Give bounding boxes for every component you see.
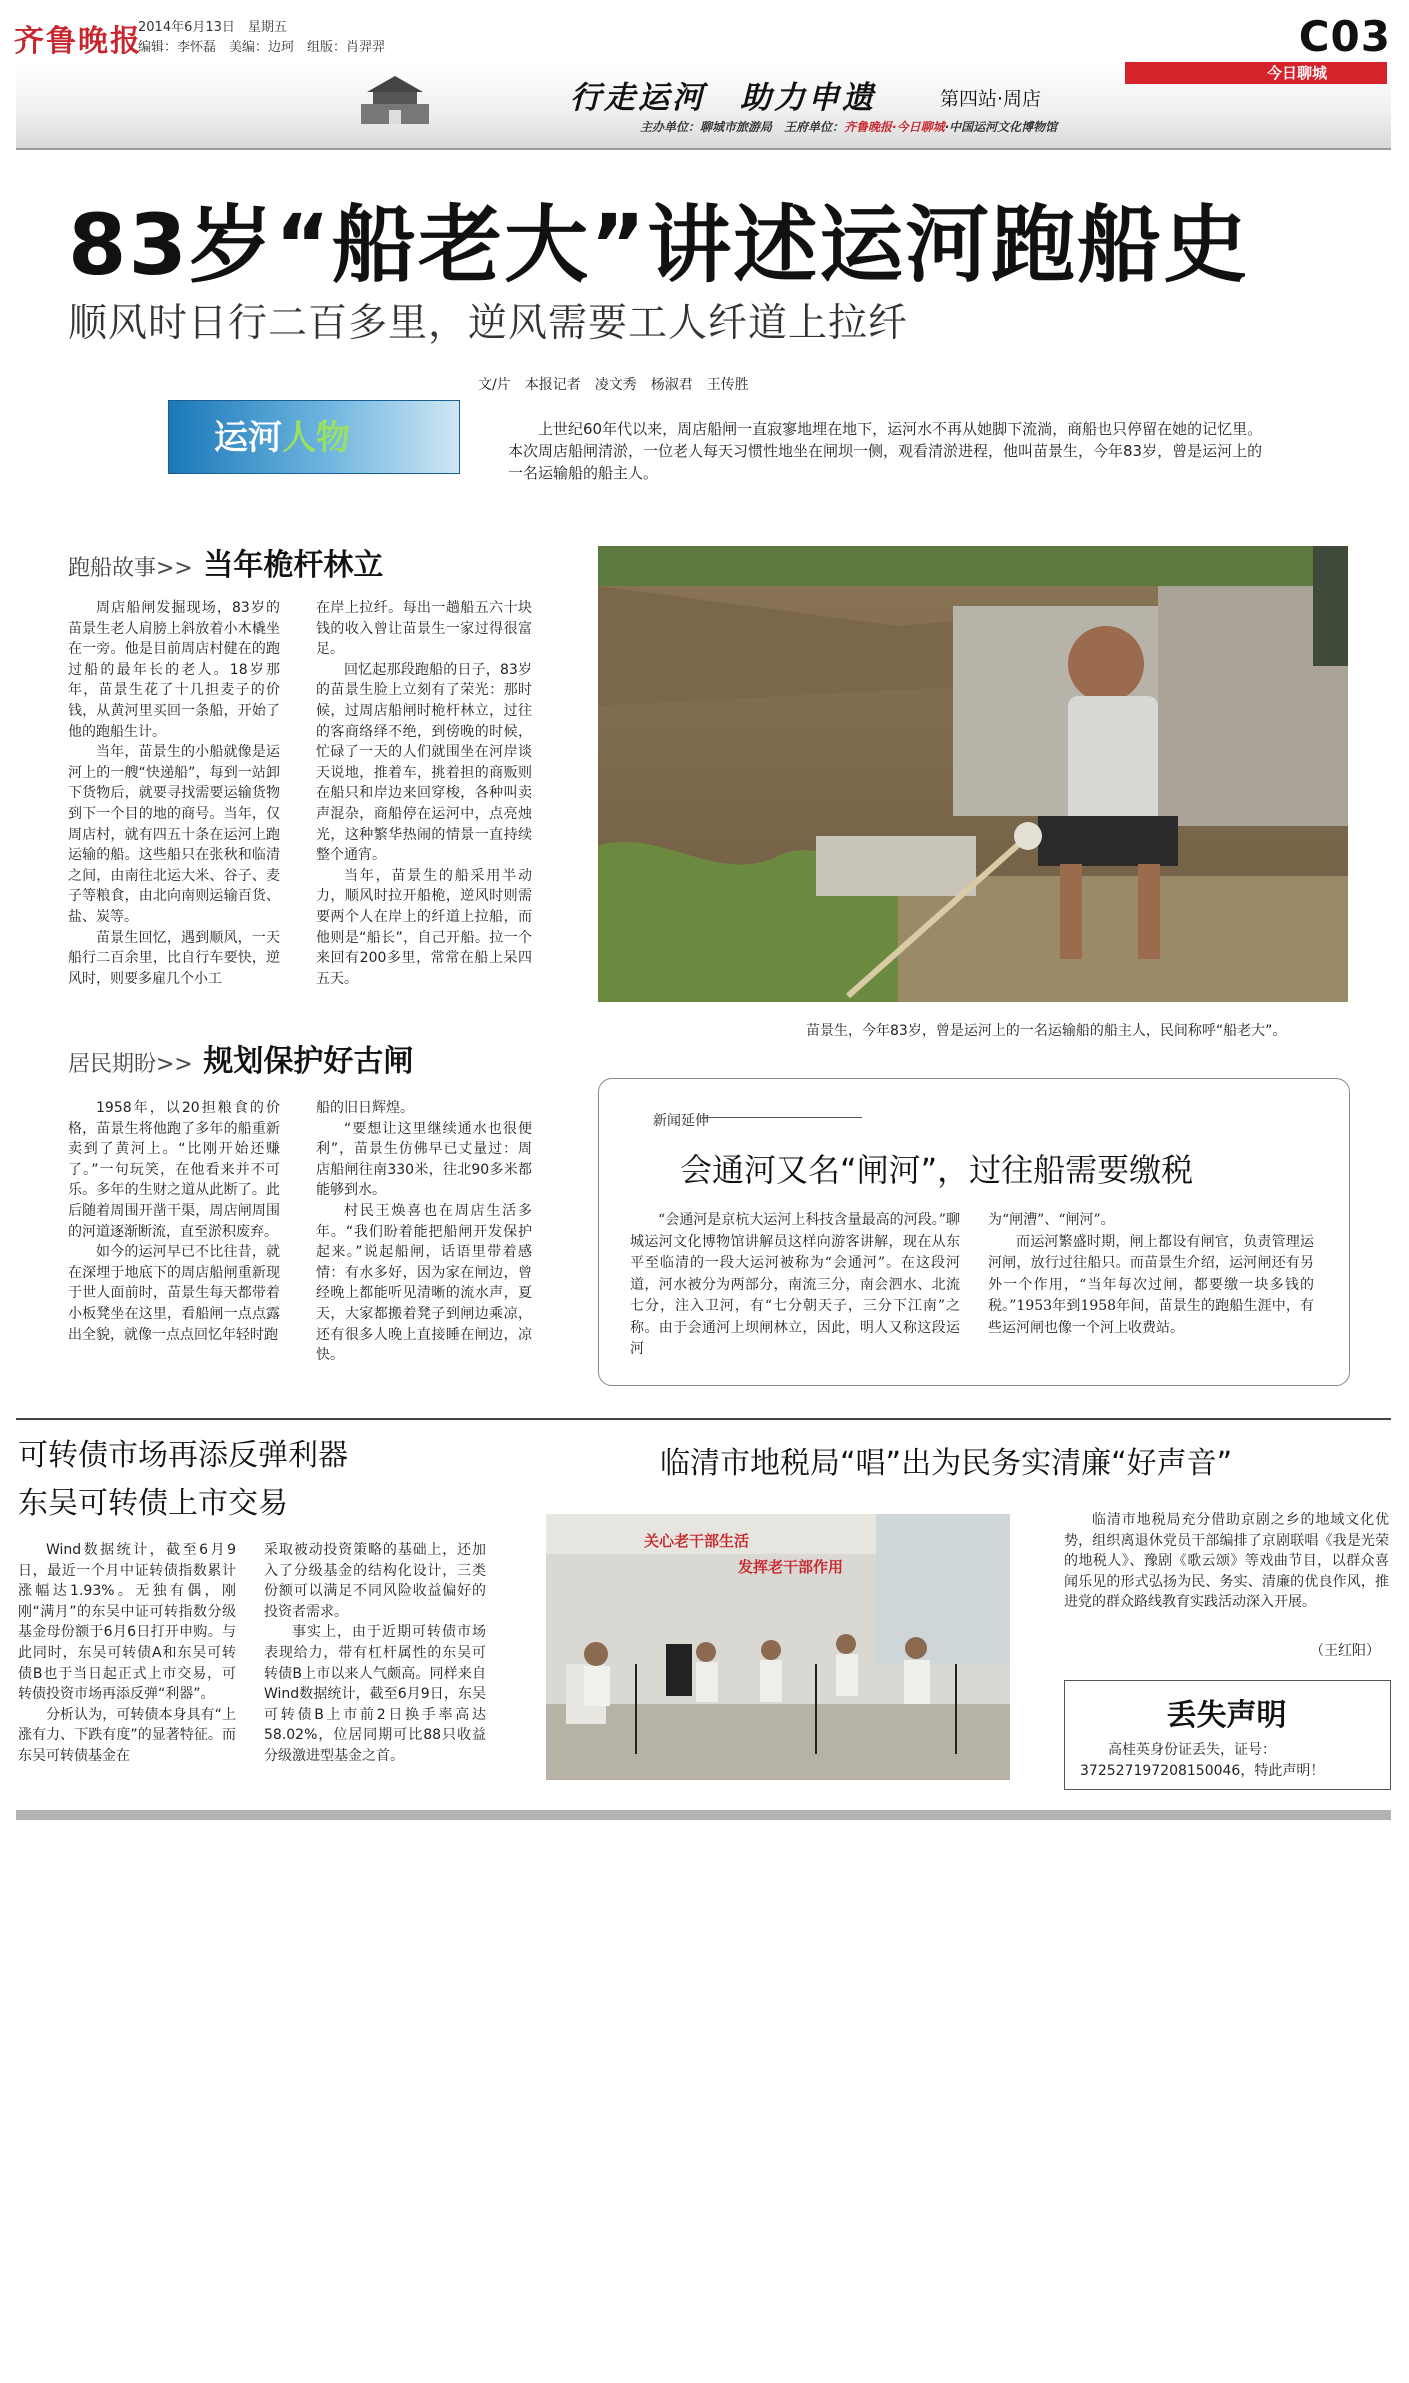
finance-column-2 [264,1540,486,1767]
paragraph: “要想让这里继续通水也很便利”，苗景生仿佛早已丈量过：周店船闸往南330米，往北90多米都能够到水。 [316,1120,532,1199]
paragraph: 分析认为，可转债本身具有“上涨有力、下跌有度”的显著特征。而东吴可转债基金在 [18,1706,236,1764]
section2-heading [68,1036,413,1080]
paragraph: 如今的运河早已不比往昔，就在深埋于地底下的周店船闸重新现于世人面前时，苗景生每天都带着小板凳坐在这里，看船闸一点点露出全貌，就像一点点回忆年轻时跑 [68,1244,280,1343]
column-logo-a: 运河 [214,418,282,458]
paragraph: 而运河繁盛时期，闸上都设有闸官，负责管理运河闸，放行过往船只。而苗景生介绍，运河闸还有另外一个作用，“当年每次过闸，都要缴一块多钱的税。”1953年到1958年间，苗景生的跑船生涯中，有些运河闸也像一个河上收费站。 [988,1233,1314,1336]
section-divider [16,1418,1391,1420]
paragraph: Wind数据统计，截至6月9日，最近一个月中证转债指数累计涨幅达1.93%。无独有偶，刚刚“满月”的东吴中证可转指数分级基金母份额于6月6日打开申购。与此同时，东吴可转债A和东吴可转债B也于当日起正式上市交易，可转债投资市场再添反弹“利器”。 [18,1542,236,1703]
paragraph: 船的旧日辉煌。 [316,1100,414,1116]
photo-banner-line-1: 关心老干部生活 [644,1532,750,1550]
series-station: 第四站·周店 [940,88,1042,110]
news-extension-tag: 新闻延伸 [653,1113,709,1129]
article-lead: 上世纪60年代以来，周店船闸一直寂寥地埋在地下，运河水不再从她脚下流淌，商船也只停留在她的记忆里。本次周店船闸清淤，一位老人每天习惯性地坐在闸坝一侧，观看清淤进程，他叫苗景生，今年83岁，曾是运河上的一名运输船的船主人。 [508,420,1263,482]
series-title: 行走运河 助力申遗 [570,80,876,116]
sponsor-paper: 齐鲁晚报·今日聊城 [844,120,945,134]
paragraph: 当年，苗景生的小船就像是运河上的一艘“快递船”，每到一站卸下货物后，就要寻找需要运输货物到下一个目的地的商号。当年，仅周店村，就有四五十条在运河上跑运输的船。这些船只在张秋和临清之间，由南往北运大米、谷子、麦子等粮食，由北向南则运输百货、盐、炭等。 [68,744,280,925]
divider [702,1117,862,1118]
section-tag: 今日聊城 [1125,62,1387,84]
paragraph: 村民王焕喜也在周店生活多年。“我们盼着能把船闸开发保护起来。”说起船闸，话语里带着感情：有水多好，因为家在闸边，曾经晚上都能听见清晰的流水声，夏天，大家都搬着凳子到闸边乘凉，还有很多人晚上直接睡在闸边，凉快。 [316,1202,532,1364]
boatman-photo [598,546,1348,1002]
paragraph: 当年，苗景生的船采用半动力，顺风时拉开船桅，逆风时则需要两个人在岸上的纤道上拉船，而他则是“船长”，自己开船。拉一个来回有200多里，常常在船上呆四五天。 [316,867,532,987]
footer-rule [16,1810,1391,1820]
paragraph: 采取被动投资策略的基础上，还加入了分级基金的结构化设计，三类份额可以满足不同风险收益偏好的投资者需求。 [264,1542,486,1620]
finance-title-1: 可转债市场再添反弹利器 [18,1438,348,1473]
photo-caption: 苗景生，今年83岁，曾是运河上的一名运输船的船主人，民间称呼“船老大”。 [806,1023,1287,1039]
paragraph: 周店船闸发掘现场，83岁的苗景生老人肩膀上斜放着小木橇坐在一旁。他是目前周店村健在的跑过船的最年长的老人。18岁那年，苗景生花了十几担麦子的价钱，从黄河里买回一条船，开始了他的跑船生计。 [68,600,280,740]
section2-kicker: 居民期盼>> [68,1052,193,1077]
finance-title-2: 东吴可转债上市交易 [18,1486,288,1521]
sponsor-text: 主办单位：聊城市旅游局 王府单位： [640,120,845,134]
section1-heading [68,540,383,584]
page-code: C03 [1298,12,1391,61]
section1-title: 当年桅杆林立 [203,548,384,583]
column-logo-text [214,410,350,459]
tax-body [1064,1510,1389,1613]
paragraph: “会通河是京杭大运河上科技含量最高的河段。”聊城运河文化博物馆讲解员这样向游客讲解，现在从东平至临清的一段大运河被称为“会通河”。在这段河道，河水被分为两部分，南流三分，南会泗水、北流七分，注入卫河，有“七分朝天子，三分下江南”之称。由于会通河上坝闸林立，因此，明人又称这段运河 [630,1212,960,1357]
article-subhead: 顺风时日行二百多里，逆风需要工人纤道上拉纤 [68,301,909,346]
section2-column-1 [68,1098,280,1345]
news-extension-column-1 [630,1210,960,1361]
section1-kicker: 跑船故事>> [68,556,193,581]
section1-column-1 [68,598,280,989]
column-logo-b: 人物 [282,418,350,458]
paragraph: 为“闸漕”、“闸河”。 [988,1212,1115,1228]
article-headline: 83岁“船老大”讲述运河跑船史 [68,196,1250,294]
gate-tower-icon [355,72,435,124]
paragraph: 苗景生回忆，遇到顺风，一天船行二百余里，比自行车要快，逆风时，则要多雇几个小工 [68,929,280,987]
editor-credits: 编辑：李怀磊 美编：边珂 组版：肖羿羿 [138,40,386,55]
news-extension-title: 会通河又名“闸河”，过往船需要缴税 [680,1151,1194,1189]
photo-banner-line-2: 发挥老干部作用 [738,1558,844,1576]
tax-title: 临清市地税局“唱”出为民务实清廉“好声音” [660,1446,1233,1481]
opera-performance-photo [546,1514,1010,1780]
section2-column-2 [316,1098,532,1366]
section1-column-2 [316,598,532,989]
section2-title: 规划保护好古闸 [203,1044,414,1079]
paragraph: 1958年，以20担粮食的价格，苗景生将他跑了多年的船重新卖到了黄河上。“比刚开始还赚了。”一句玩笑，在他看来并不可乐。多年的生财之道从此断了。此后随着周围开凿干渠，周店闸周围的河道逐渐断流，直至淤积废弃。 [68,1100,280,1240]
lost-notice-body: 高桂英身份证丢失，证号：372527197208150046，特此声明！ [1080,1742,1325,1779]
series-sponsors [640,118,1057,135]
article-byline: 文/片 本报记者 凌文秀 杨淑君 王传胜 [478,377,749,393]
sponsor-museum: ·中国运河文化博物馆 [944,120,1058,134]
paragraph: 临清市地税局充分借助京剧之乡的地域文化优势，组织离退休党员干部编排了京剧联唱《我是光荣的地税人》、豫剧《歌云颂》等戏曲节目，以群众喜闻乐见的形式弘扬为民、务实、清廉的优良作风，推进党的群众路线教育实践活动深入开展。 [1064,1512,1389,1611]
paragraph: 回忆起那段跑船的日子，83岁的苗景生脸上立刻有了荣光：那时候，过周店船闸时桅杆林立，过往的客商络绎不绝，到傍晚的时候，忙碌了一天的人们就围坐在河岸谈天说地，推着车，挑着担的商贩则在船只和岸边来回穿梭，各种叫卖声混杂，商船停在运河中，点亮烛光，这种繁华热闹的情景一直持续整个通宵。 [316,661,532,864]
paragraph: 在岸上拉纤。每出一趟船五六十块钱的收入曾让苗景生一家过得很富足。 [316,600,532,658]
lost-notice-title: 丢失声明 [1166,1698,1287,1733]
news-extension-column-2 [988,1210,1314,1339]
masthead-logo: 齐鲁晚报 [14,24,142,59]
tax-credit: （王红阳） [1310,1643,1380,1659]
finance-column-1 [18,1540,236,1767]
paragraph: 事实上，由于近期可转债市场表现给力，带有杠杆属性的东吴可转债B上市以来人气颇高。同样来自Wind数据统计，截至6月9日，东吴可转债B上市前2日换手率高达58.02%，位居同期可比88只收益分级激进型基金之首。 [264,1624,486,1764]
issue-date: 2014年6月13日 星期五 [138,20,287,35]
